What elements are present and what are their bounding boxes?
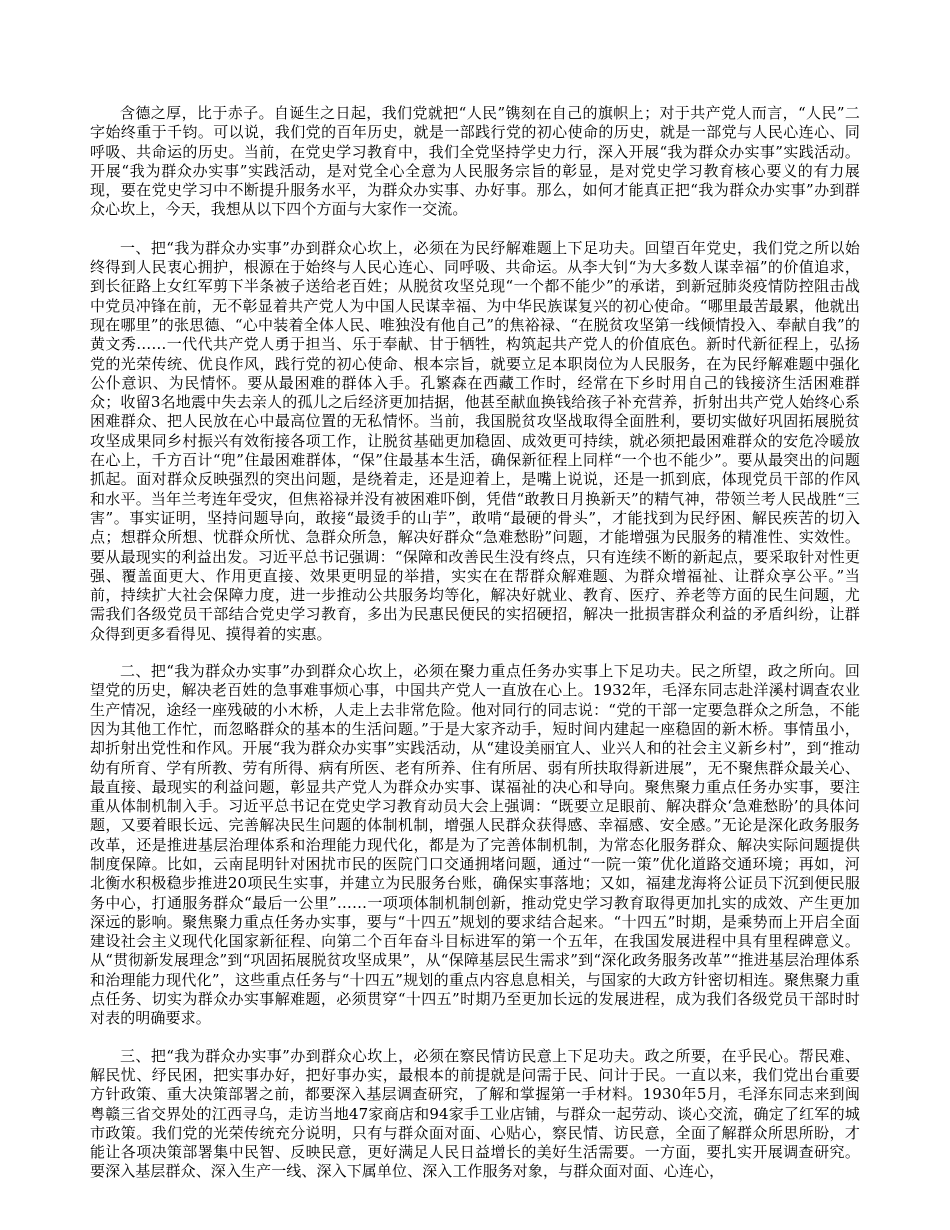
paragraph-point-two: 二、把“我为群众办实事”办到群众心坎上，必须在聚力重点任务办实事上下足功夫。民之所望，政之所向。回望党的历史，解决老百姓的急事难事烦心事，中国共产党人一直放在心上。1932年，毛泽东同志赴洋溪村调查农业生产情况，途经一座残破的小木桥，人走上去非常危险。他对同行的同志说：“党的干部一定要急群众之所急，不能因为其他工作忙，而忽略群众的基本的生活问题。”于是大家齐动手，短时间内建起一座稳固的新木桥。事情虽小，却折射出党性和作风。开展“我为群众办实事”实践活动，从“建设美丽宜人、业兴人和的社会主义新乡村”，到“推动幼有所育、学有所教、劳有所得、病有所医、老有所养、住有所居、弱有所扶取得新进展”，无不聚焦群众最关心、最直接、最现实的利益问题，彰显共产党人为群众办实事、谋福祉的决心和导向。聚焦聚力重点任务办实事，要注重从体制机制入手。习近平总书记在党史学习教育动员大会上强调：“既要立足眼前、解决群众‘急难愁盼’的具体问题，又要着眼长远、完善解决民生问题的体制机制，增强人民群众获得感、幸福感、安全感。”无论是深化政务服务改革，还是推进基层治理体系和治理能力现代化，都是为了完善体制机制，为常态化服务群众、解决实际问题提供制度保障。比如，云南昆明针对困扰市民的医院门口交通拥堵问题，通过“一院一策”优化道路交通环境；再如，河北衡水积极稳步推进20项民生实事，并建立为民服务台账，确保实事落地；又如，福建龙海将公证员下沉到便民服务中心，打通服务群众“最后一公里”……一项项体制机制创新，推动党史学习教育取得更加扎实的成效、产生更加深远的影响。聚焦聚力重点任务办实事，要与“十四五”规划的要求结合起来。“十四五”时期，是乘势而上开启全面建设社会主义现代化国家新征程、向第二个百年奋斗目标进军的第一个五年，在我国发展进程中具有里程碑意义。从“贯彻新发展理念”到“巩固拓展脱贫攻坚成果”，从“保障基层民生需求”到“深化政务服务改革”“推进基层治理体系和治理能力现代化”，这些重点任务与“十四五”规划的重点内容息息相关，与国家的大政方针密切相连。聚焦聚力重点任务、切实为群众办实事解难题，必须贯穿“十四五”时期乃至更加长远的发展进程，成为我们各级党员干部时时对表的明确要求。 xyxy=(90,662,860,1028)
paragraph-point-three: 三、把“我为群众办实事”办到群众心坎上，必须在察民情访民意上下足功夫。政之所要，在乎民心。帮民难、解民忧、纾民困，把实事办好，把好事办实，最根本的前提就是问需于民、问计于民。一直以来，我们党出台重要方针政策、重大决策部署之前，都要深入基层调查研究，了解和掌握第一手材料。1930年5月，毛泽东同志来到闽粤赣三省交界处的江西寻乌，走访当地47家商店和94家手工业店铺，与群众一起劳动、谈心交流，确定了红军的城市政策。我们党的光荣传统充分说明，只有与群众面对面、心贴心，察民情、访民意，全面了解群众所思所盼，才能让各项决策部署集中民智、反映民意，更好满足人民日益增长的美好生活需要。一方面，要扎实开展调查研究。要深入基层群众、深入生产一线、深入下属单位、深入工作服务对象，与群众面对面、心连心， xyxy=(90,1046,860,1181)
document-body xyxy=(90,104,860,1182)
paragraph-intro: 含德之厚，比于赤子。自诞生之日起，我们党就把“人民”镌刻在自己的旗帜上；对于共产党人而言，“人民”二字始终重于千钧。可以说，我们党的百年历史，就是一部践行党的初心使命的历史，就是一部党与人民心连心、同呼吸、共命运的历史。当前，在党史学习教育中，我们全党坚持学史力行，深入开展“我为群众办实事”实践活动。开展“我为群众办实事”实践活动，是对党全心全意为人民服务宗旨的彰显，是对党史学习教育核心要义的有力展现，要在党史学习中不断提升服务水平，为群众办实事、办好事。那么，如何才能真正把“我为群众办实事”办到群众心坎上，今天，我想从以下四个方面与大家作一交流。 xyxy=(90,104,860,219)
paragraph-point-one: 一、把“我为群众办实事”办到群众心坎上，必须在为民纾解难题上下足功夫。回望百年党史，我们党之所以始终得到人民衷心拥护，根源在于始终与人民心连心、同呼吸、共命运。从李大钊“为大多数人谋幸福”的价值追求，到长征路上女红军剪下半条被子送给老百姓；从脱贫攻坚兑现“一个都不能少”的承诺，到新冠肺炎疫情防控阻击战中党员冲锋在前，无不彰显着共产党人为中国人民谋幸福、为中华民族谋复兴的初心使命。“哪里最苦最累，他就出现在哪里”的张思德、“心中装着全体人民、唯独没有他自己”的焦裕禄、“在脱贫攻坚第一线倾情投入、奉献自我”的黄文秀……一代代共产党人勇于担当、乐于奉献、甘于牺牲，构筑起共产党人的价值底色。新时代新征程上，弘扬党的光荣传统、优良作风，践行党的初心使命、根本宗旨，就要立足本职岗位为人民服务，在为民纾解难题中强化公仆意识、为民情怀。要从最困难的群体入手。孔繁森在西藏工作时，经常在下乡时用自己的钱接济生活困难群众；收留3名地震中失去亲人的孤儿之后经济更加拮据，他甚至献血换钱给孩子补充营养，折射出共产党人始终心系困难群众、把人民放在心中最高位置的无私情怀。当前，我国脱贫攻坚战取得全面胜利，要切实做好巩固拓展脱贫攻坚成果同乡村振兴有效衔接各项工作，让脱贫基础更加稳固、成效更可持续，就必须把最困难群众的安危冷暖放在心上，千方百计“兜”住最困难群体，“保”住最基本生活，确保新征程上同样“一个也不能少”。要从最突出的问题抓起。面对群众反映强烈的突出问题，是绕着走，还是迎着上，是嘴上说说，还是一抓到底，体现党员干部的作风和水平。当年兰考连年受灾，但焦裕禄并没有被困难吓倒，凭借“敢教日月换新天”的精气神，带领兰考人民战胜“三害”。事实证明，坚持问题导向，敢接“最烫手的山芋”，敢啃“最硬的骨头”，才能找到为民纾困、解民疾苦的切入点；想群众所想、忧群众所忧、急群众所急，解决好群众“急难愁盼”问题，才能增强为民服务的精准性、实效性。要从最现实的利益出发。习近平总书记强调：“保障和改善民生没有终点，只有连续不断的新起点，要采取针对性更强、覆盖面更大、作用更直接、效果更明显的举措，实实在在帮群众解难题、为群众增福祉、让群众享公平。”当前，持续扩大社会保障力度，进一步推动公共服务均等化，解决好就业、教育、医疗、养老等方面的民生问题，尤需我们各级党员干部结合党史学习教育，多出为民惠民便民的实招硬招，解决一批损害群众利益的矛盾纠纷，让群众得到更多看得见、摸得着的实惠。 xyxy=(90,238,860,643)
